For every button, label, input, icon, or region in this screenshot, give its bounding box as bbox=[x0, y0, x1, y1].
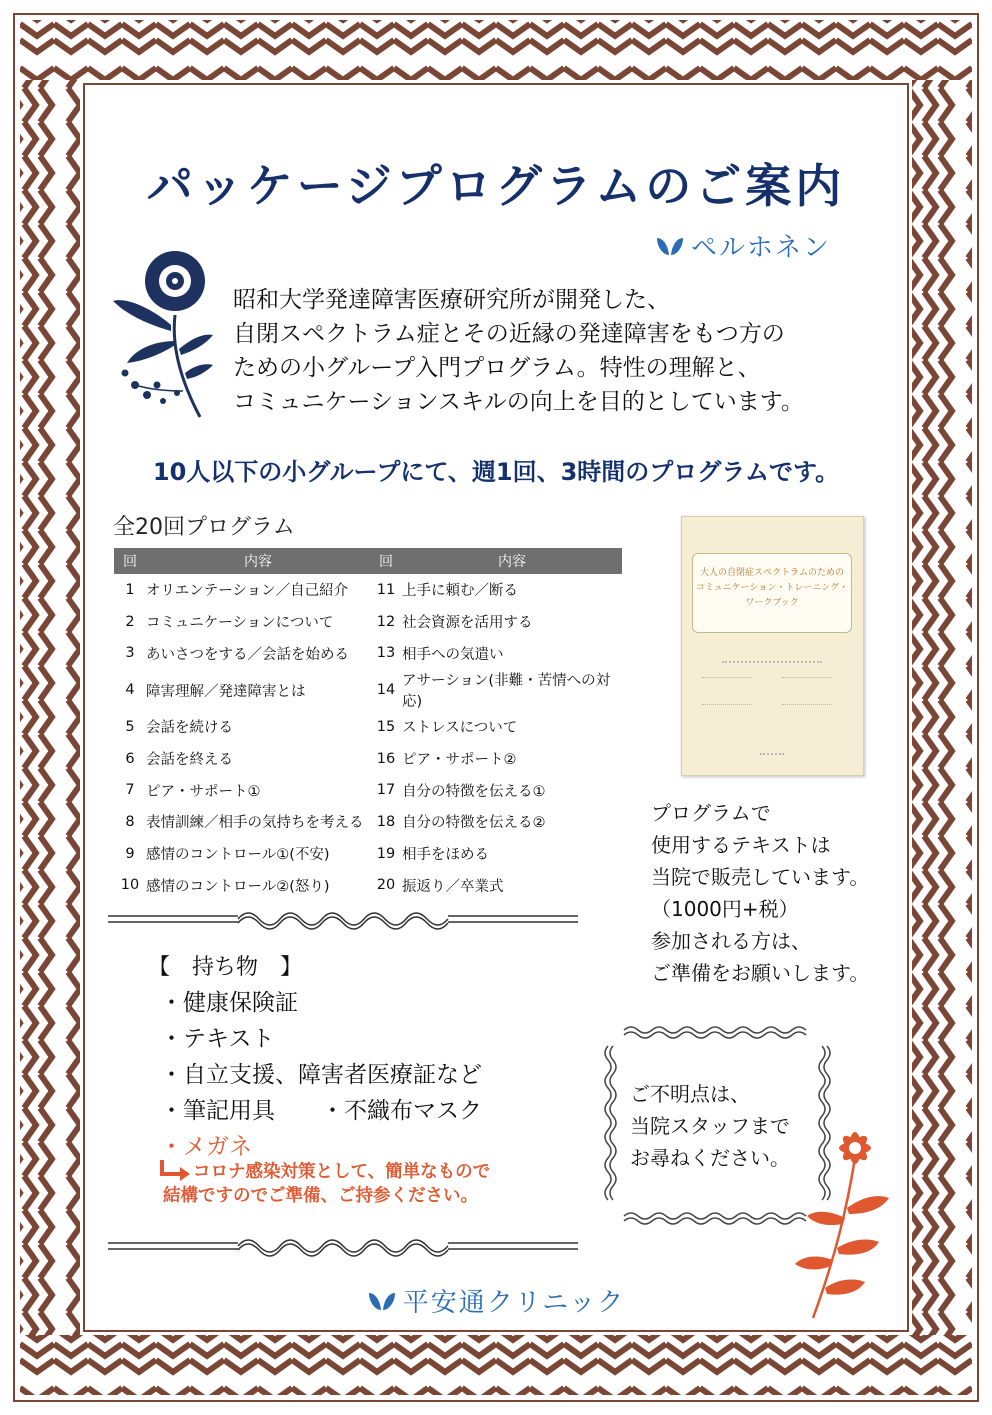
session-number: 2 bbox=[125, 613, 135, 630]
session-content: 表情訓練／相手の気持ちを考える bbox=[146, 815, 364, 832]
table-row bbox=[114, 606, 622, 638]
session-content: ピア・サポート② bbox=[402, 752, 517, 769]
intro-text bbox=[233, 283, 913, 419]
belonging-item: ・テキスト bbox=[160, 1026, 275, 1052]
cover-decoration bbox=[722, 661, 822, 666]
cover-decoration bbox=[702, 677, 752, 705]
intro-line: 自閉スペクトラム症とその近縁の発達障害をもつ方の bbox=[233, 321, 785, 347]
header-number: 回 bbox=[370, 548, 402, 574]
note-line: 使用するテキストは bbox=[651, 833, 831, 857]
table-row bbox=[114, 743, 622, 775]
session-number: 11 bbox=[376, 581, 396, 598]
clinic-brand bbox=[0, 1282, 992, 1319]
wavy-divider bbox=[108, 1232, 578, 1262]
brand-top bbox=[655, 227, 831, 264]
session-number: 7 bbox=[125, 782, 135, 799]
table-row bbox=[114, 637, 622, 669]
wavy-divider bbox=[108, 905, 578, 935]
intro-line: ための小グループ入門プログラム。特性の理解と、 bbox=[233, 355, 761, 381]
session-number: 19 bbox=[376, 845, 396, 862]
belongings-list bbox=[160, 985, 482, 1165]
schedule-title: 全20回プログラム bbox=[113, 515, 295, 540]
session-content: あいさつをする／会話を始める bbox=[146, 646, 349, 663]
table-row bbox=[114, 774, 622, 806]
session-number: 18 bbox=[376, 813, 396, 830]
session-content: 振返り／卒業式 bbox=[402, 878, 504, 895]
table-row bbox=[114, 838, 622, 870]
header-number: 回 bbox=[114, 548, 146, 574]
butterfly-icon bbox=[367, 1290, 397, 1312]
schedule-header-row bbox=[114, 548, 622, 574]
session-content: 相手への気遣い bbox=[402, 646, 504, 663]
session-number: 9 bbox=[125, 845, 135, 862]
workbook-title bbox=[692, 553, 852, 633]
workbook-cover bbox=[681, 516, 864, 776]
session-number: 10 bbox=[120, 877, 140, 894]
note-line: （1000円+税） bbox=[651, 897, 799, 921]
session-number: 6 bbox=[125, 750, 135, 767]
note-line: ご準備をお願いします。 bbox=[651, 961, 870, 985]
intro-line: コミュニケーションスキルの向上を目的としています。 bbox=[233, 389, 804, 415]
belonging-item: ・健康保険証 bbox=[160, 990, 298, 1016]
session-number: 20 bbox=[376, 877, 396, 894]
page-title: パッケージプログラムのご案内 bbox=[146, 159, 846, 213]
butterfly-icon bbox=[655, 235, 685, 257]
session-content: オリエンテーション／自己紹介 bbox=[146, 583, 349, 600]
intro-line: 昭和大学発達障害医療研究所が開発した、 bbox=[233, 287, 670, 313]
belongings-heading: 【 持ち物 】 bbox=[148, 955, 303, 980]
program-highlight: 10人以下の小グループにて、週1回、3時間のプログラムです。 bbox=[152, 458, 840, 486]
session-content: 相手をほめる bbox=[402, 847, 489, 864]
flower-illustration bbox=[105, 245, 215, 420]
session-number: 16 bbox=[376, 750, 396, 767]
session-number: 4 bbox=[125, 682, 135, 699]
session-number: 15 bbox=[376, 718, 396, 735]
session-content: 自分の特徴を伝える② bbox=[402, 815, 546, 832]
workbook-title-line: コミュニケーション・トレーニング・ bbox=[695, 583, 849, 593]
session-content: 自分の特徴を伝える① bbox=[402, 783, 546, 800]
covid-note-line: コロナ感染対策として、簡単なもので bbox=[193, 1162, 491, 1182]
session-number: 14 bbox=[376, 682, 396, 699]
table-row bbox=[114, 669, 622, 711]
clinic-name: 平安通クリニック bbox=[402, 1288, 626, 1318]
workbook-title-line: 大人の自閉症スペクトラムのための bbox=[700, 568, 844, 578]
session-content: ストレスについて bbox=[402, 720, 518, 737]
session-content: アサーション(非難・苦情への対応) bbox=[402, 673, 611, 711]
note-line: プログラムで bbox=[651, 801, 771, 825]
table-row bbox=[114, 574, 622, 606]
schedule-table bbox=[114, 548, 622, 901]
session-number: 12 bbox=[376, 613, 396, 630]
textbook-note bbox=[651, 797, 869, 989]
belonging-item: ・筆記用具 ・不織布マスク bbox=[160, 1098, 482, 1124]
inquiry-line: 当院スタッフまで bbox=[630, 1114, 790, 1138]
table-row bbox=[114, 711, 622, 743]
workbook-title-line: ワークブック bbox=[745, 598, 799, 608]
inquiry-line: お尋ねください。 bbox=[630, 1146, 790, 1170]
table-row bbox=[114, 806, 622, 838]
session-number: 5 bbox=[125, 718, 135, 735]
session-content: ピア・サポート① bbox=[146, 783, 261, 800]
session-content: コミュニケーションについて bbox=[146, 615, 334, 632]
session-content: 会話を続ける bbox=[146, 720, 233, 737]
session-content: 上手に頼む／断る bbox=[402, 583, 518, 600]
covid-note-line: 結構ですのでご準備、ご持参ください。 bbox=[163, 1186, 478, 1206]
session-number: 8 bbox=[125, 813, 135, 830]
session-number: 13 bbox=[376, 645, 396, 662]
inquiry-text bbox=[630, 1078, 790, 1174]
note-line: 当院で販売しています。 bbox=[651, 865, 870, 889]
session-number: 17 bbox=[376, 782, 396, 799]
session-content: 会話を終える bbox=[146, 752, 233, 769]
brand-top-text: ペルホネン bbox=[691, 233, 832, 263]
note-line: 参加される方は、 bbox=[651, 929, 811, 953]
session-content: 社会資源を活用する bbox=[402, 615, 533, 632]
covid-note bbox=[163, 1160, 490, 1208]
header-content: 内容 bbox=[146, 548, 370, 574]
belonging-item-glasses: ・メガネ bbox=[160, 1134, 252, 1160]
session-number: 3 bbox=[125, 645, 135, 662]
session-content: 感情のコントロール①(不安) bbox=[146, 847, 330, 864]
inquiry-line: ご不明点は、 bbox=[630, 1082, 750, 1106]
table-row bbox=[114, 870, 622, 902]
cover-decoration bbox=[782, 677, 832, 705]
session-number: 1 bbox=[125, 581, 135, 598]
session-content: 感情のコントロール②(怒り) bbox=[146, 878, 330, 895]
cover-decoration bbox=[760, 753, 784, 757]
session-content: 障害理解／発達障害とは bbox=[146, 683, 306, 700]
belonging-item: ・自立支援、障害者医療証など bbox=[160, 1062, 482, 1088]
header-content: 内容 bbox=[402, 548, 622, 574]
